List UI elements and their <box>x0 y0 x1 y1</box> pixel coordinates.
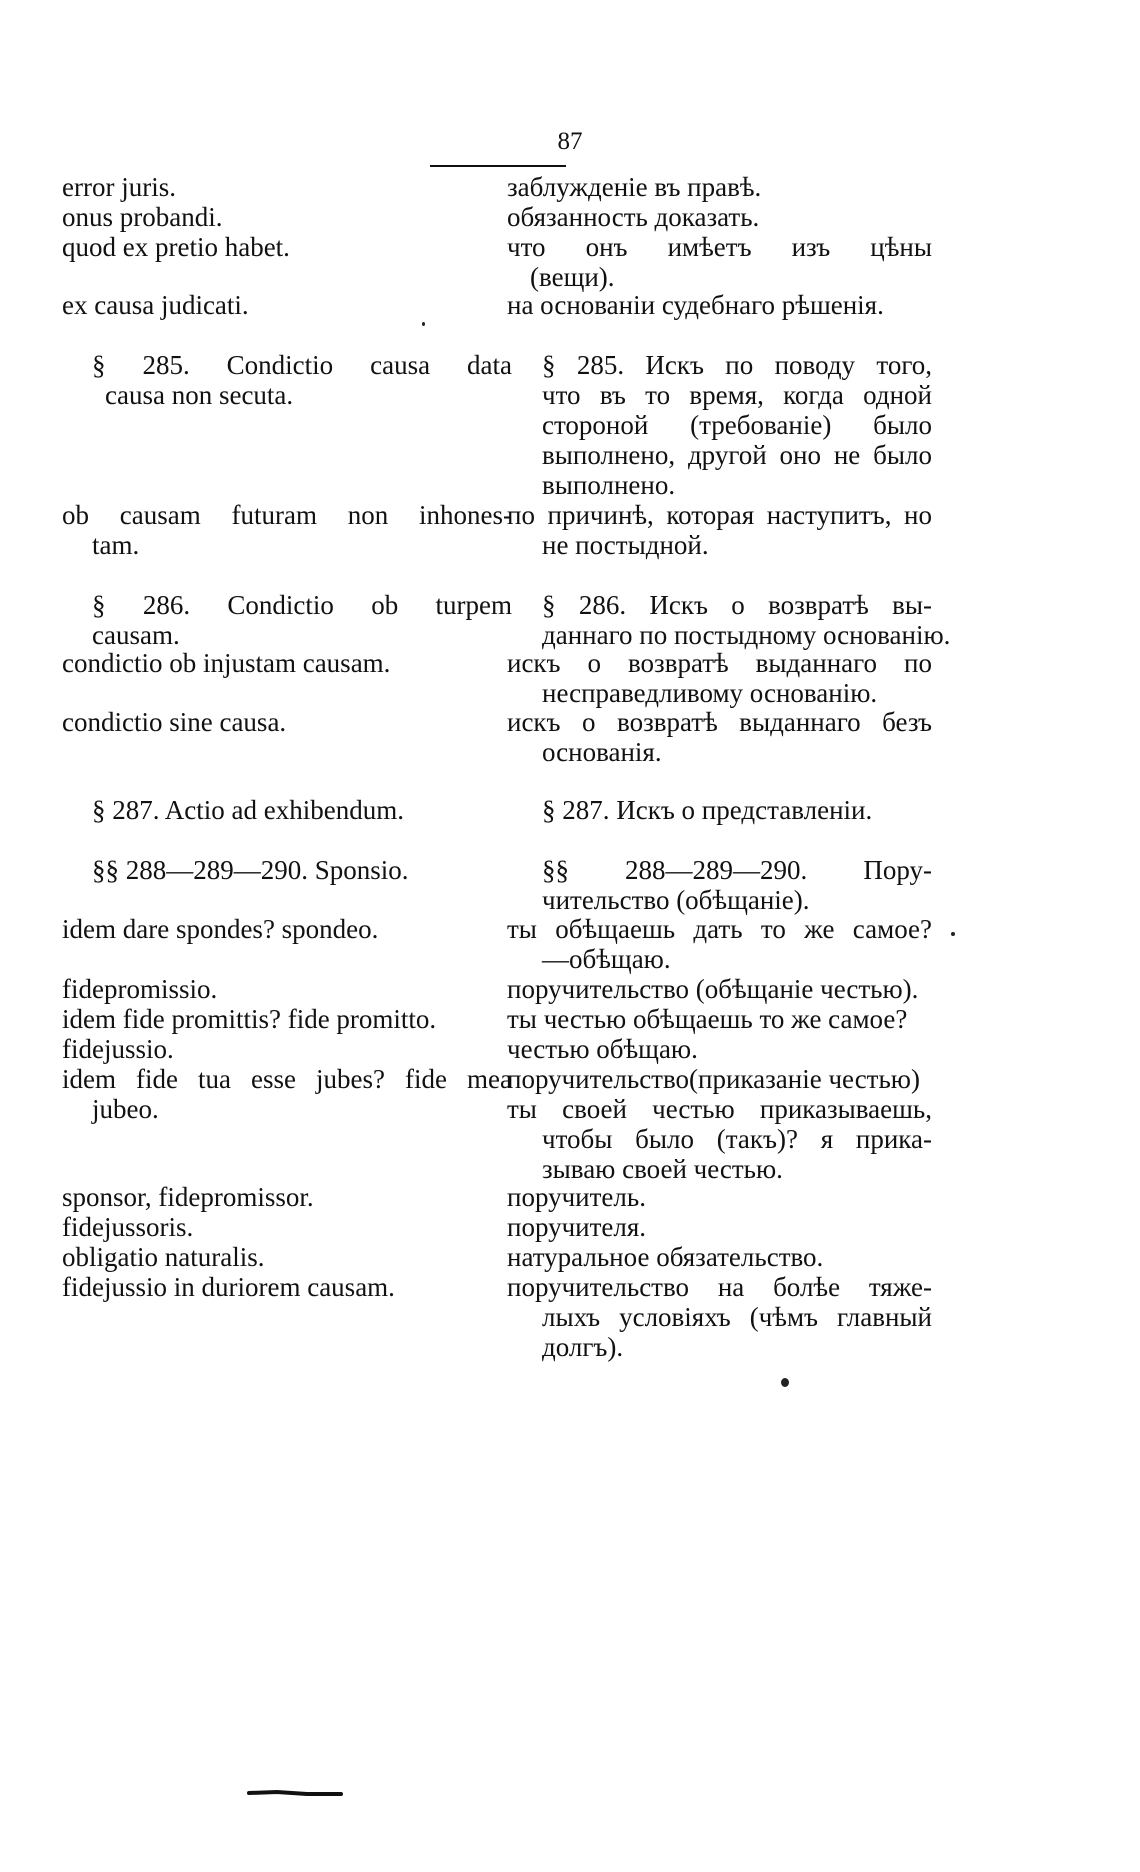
russian-translation: что въ то время, когда одной <box>542 380 932 410</box>
russian-translation: поручительство (обѣщаніе честью). <box>507 974 919 1004</box>
russian-translation: искъ о возвратѣ выданнаго по <box>507 648 932 678</box>
latin-term: causa non secuta. <box>105 380 294 410</box>
section-heading-russian: §§ 288—289—290. Пору- <box>542 855 932 885</box>
ink-speck <box>781 1378 789 1387</box>
russian-translation: основанія. <box>542 737 662 767</box>
latin-term: tam. <box>92 530 140 560</box>
latin-term: ob causam futuram non inhones- <box>62 500 512 530</box>
russian-translation: искъ о возвратѣ выданнаго безъ <box>507 707 932 737</box>
russian-translation: честью обѣщаю. <box>507 1034 698 1064</box>
russian-translation: по причинѣ, которая наступитъ, но <box>507 500 932 530</box>
russian-translation: ты обѣщаешь дать то же самое? <box>507 914 932 944</box>
russian-translation: поручителя. <box>507 1212 647 1242</box>
ink-mark <box>247 1787 343 1799</box>
russian-translation: чтобы было (такъ)? я прика- <box>542 1124 932 1154</box>
section-heading-latin: § 285. Condictio causa data <box>92 350 512 380</box>
russian-translation: долгъ). <box>542 1332 624 1362</box>
latin-term: fidejussio in duriorem causam. <box>62 1272 395 1302</box>
russian-translation: лыхъ условіяхъ (чѣмъ главный <box>542 1302 932 1332</box>
section-heading-latin: §§ 288—289—290. Sponsio. <box>92 855 409 885</box>
section-heading-russian: § 286. Искъ о возвратѣ вы- <box>542 590 932 620</box>
russian-translation: на основаніи судебнаго рѣшенія. <box>507 290 884 320</box>
russian-translation: натуральное обязательство. <box>507 1242 824 1272</box>
russian-translation: —обѣщаю. <box>542 944 671 974</box>
section-heading-russian: § 287. Искъ о представленіи. <box>542 795 873 825</box>
russian-translation: поручительство(приказаніе честью) <box>507 1064 920 1094</box>
section-heading-latin: § 286. Condictio ob turpem <box>92 590 512 620</box>
russian-translation: поручитель. <box>507 1182 646 1212</box>
latin-term: obligatio naturalis. <box>62 1242 265 1272</box>
russian-translation: (вещи). <box>530 262 615 292</box>
latin-term: idem dare spondes? spondeo. <box>62 914 379 944</box>
latin-term: condictio sine causa. <box>62 707 287 737</box>
ink-speck <box>422 322 425 326</box>
russian-translation: ты честью обѣщаешь то же самое? <box>507 1004 908 1034</box>
latin-term: fidejussio. <box>62 1034 174 1064</box>
russian-translation: выполнено. <box>542 470 676 500</box>
ink-speck <box>951 932 955 936</box>
latin-term: jubeo. <box>92 1094 159 1124</box>
russian-translation: что онъ имѣетъ изъ цѣны <box>507 232 932 262</box>
russian-translation: зываю своей честью. <box>542 1154 783 1184</box>
russian-translation: заблужденіе въ правѣ. <box>507 172 762 202</box>
page-number-rule <box>430 165 566 167</box>
page-number: 87 <box>557 128 583 155</box>
russian-translation: не постыдной. <box>542 530 709 560</box>
latin-term: idem fide promittis? fide promitto. <box>62 1004 437 1034</box>
latin-term: fidejussoris. <box>62 1212 194 1242</box>
latin-term: ex causa judicati. <box>62 290 249 320</box>
latin-term: causam. <box>92 620 180 650</box>
latin-term: condictio ob injustam causam. <box>62 648 391 678</box>
section-heading-russian: § 285. Искъ по поводу того, <box>542 350 932 380</box>
russian-translation: выполнено, другой оно не было <box>542 440 932 470</box>
latin-term: sponsor, fidepromissor. <box>62 1182 314 1212</box>
latin-term: fidepromissio. <box>62 974 218 1004</box>
russian-translation: обязанность доказать. <box>507 202 760 232</box>
latin-term: error juris. <box>62 172 176 202</box>
russian-translation: несправедливому основанію. <box>542 678 878 708</box>
russian-translation: чительство (обѣщаніе). <box>542 885 810 915</box>
russian-translation: стороной (требованіе) было <box>542 410 932 440</box>
section-heading-latin: § 287. Actio ad exhibendum. <box>92 795 404 825</box>
russian-translation: поручительство на болѣе тяже- <box>507 1272 932 1302</box>
russian-translation: ты своей честью приказываешь, <box>507 1094 932 1124</box>
latin-term: onus probandi. <box>62 202 223 232</box>
latin-term: quod ex pretio habet. <box>62 232 290 262</box>
latin-term: idem fide tua esse jubes? fide mea <box>62 1064 512 1094</box>
russian-translation: даннаго по постыдному основанію. <box>542 620 951 650</box>
